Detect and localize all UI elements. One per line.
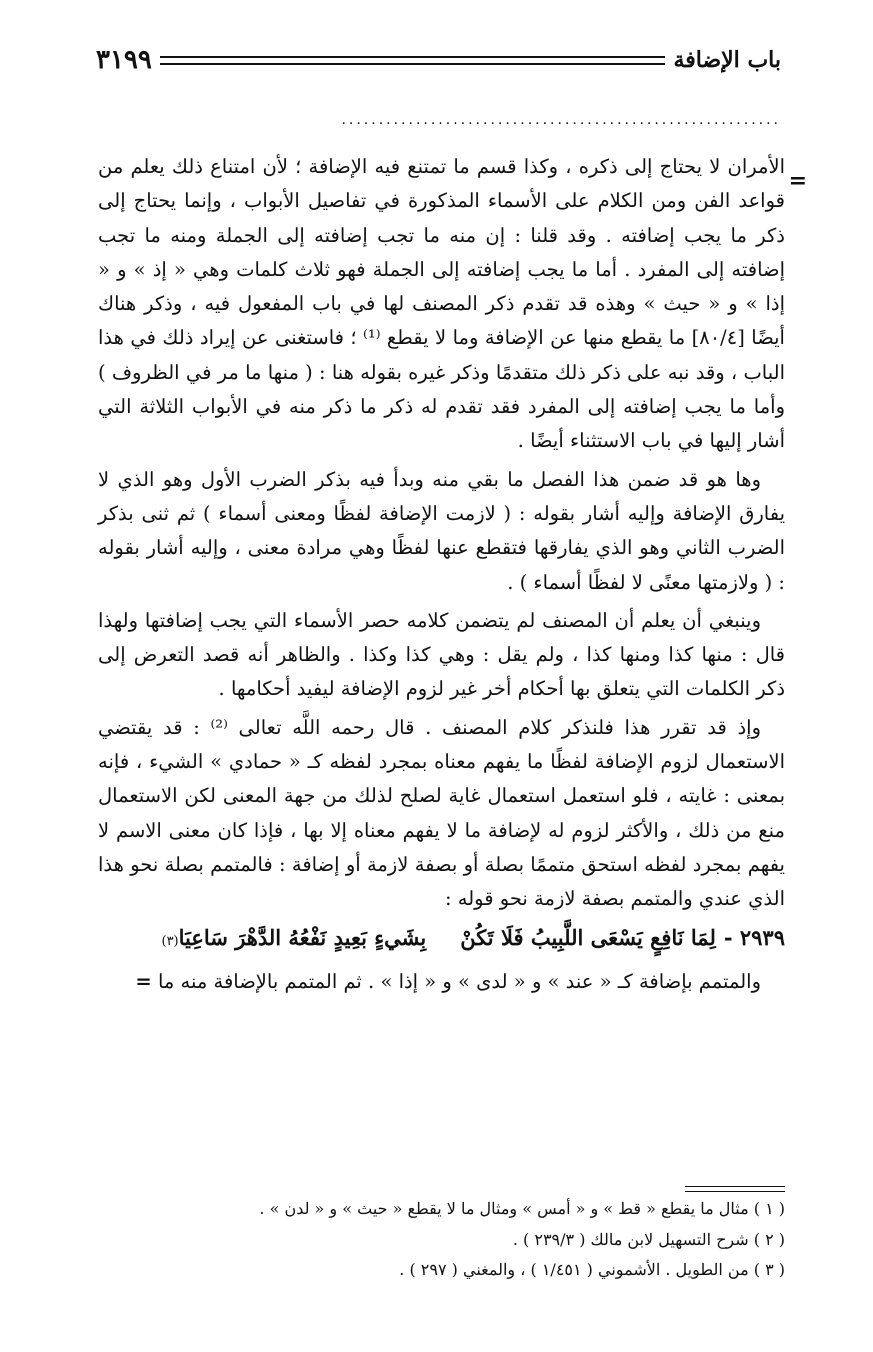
paragraph-2: وها هو قد ضمن هذا الفصل ما بقي منه وبدأ فيه بذكر الضرب الأول وهو الذي لا يفارق الإضافة وإليه أشار بقوله : ( لازمت الإضافة لفظًا ومعنى أسماء ) ثم ثنى بذكر الضرب الثاني وهو الذي يفارقها فتقطع عنها لفظًا وهي مرادة معنى ، وإليه أشار بقوله : ( ولازمتها معنًى لا لفظًا أسماء ) . <box>98 467 785 594</box>
closing-mark: = <box>135 969 152 993</box>
footnote-rule <box>685 1186 785 1187</box>
verse-number: ٢٩٣٩ - <box>723 924 785 950</box>
page-number: ٣١٩٩ <box>96 45 152 75</box>
verse-line <box>98 921 785 959</box>
chapter-title: باب الإضافة <box>673 47 781 73</box>
verse-footnote-ref: (٣) <box>161 933 179 949</box>
header-rule <box>160 56 666 65</box>
main-text <box>98 150 807 1003</box>
verse-hemistich-1: لِمَا نَافِعٍ يَسْعَى اللَّبِيبُ فَلَا تَكُنْ <box>460 924 716 950</box>
footnote-rule-2 <box>685 1191 785 1192</box>
footnotes <box>240 1194 785 1286</box>
closing-text: والمتمم بإضافة كـ « عند » و « لدى » و « إذا » . ثم المتمم بالإضافة منه ما <box>157 969 761 993</box>
paragraph-1: الأمران لا يحتاج إلى ذكره ، وكذا قسم ما تمتنع فيه الإضافة ؛ لأن امتناع ذلك يعلم من قواعد الفن ومن الكلام على الأسماء المذكورة في تفاصيل الأبواب ، وإنما يحتاج إلى ذكر ما يجب إضافته . وقد قلنا : إن منه ما تجب إضافته إلى الجملة ومنه ما تجب إضافته إلى المفرد . أما ما يجب إضافته إلى الجملة فهو ثلاث كلمات وهي « إذ » و « إذا » و « حيث » وهذه قد تقدم ذكر المصنف لها في باب المفعول فيه ، وذكر هناك أيضًا [٨٠/٤] ما يقطع منها عن الإضافة وما لا يقطع ⁽¹⁾ ؛ فاستغنى عن إيراد ذلك في هذا الباب ، وقد نبه على ذكر ذلك متقدمًا وذكر غيره بقوله هنا : ( منها ما مر في الظروف ) وأما ما يجب إضافته إلى المفرد فقد تقدم له ذكر ما ذكر منه في الأبواب الثلاثة التي أشار إليها في باب الاستثناء أيضًا . <box>98 155 785 453</box>
verse-hemistich-2: بِشَيءٍ بَعِيدٍ نَفْعُهُ الدَّهْرَ سَاعِيَا <box>178 924 427 950</box>
paragraph-4: وإذ قد تقرر هذا فلنذكر كلام المصنف . قال رحمه اللَّه تعالى ⁽²⁾ : قد يقتضي الاستعمال لزوم الإضافة لفظًا ما يفهم معناه بمجرد لفظه كـ « حمادي » الشيء ، فإنه بمعنى : غايته ، فلو استعمل استعمال غاية لصلح لذلك من جهة المعنى لكن الاستعمال منع من ذلك ، والأكثر لزوم له لإضافة ما لا يفهم معناه إلا بها ، فإذا كان معنى الاسم لا يفهم بمجرد لفظه استحق متممًا بصلة أو بصفة لازمة أو إضافة : فالمتمم بصلة نحو هذا الذي عندي والمتمم بصفة لازمة نحو قوله : <box>98 715 785 911</box>
footnote-2: ( ٢ ) شرح التسهيل لابن مالك ( ٢٣٩/٣ ) . <box>512 1229 785 1249</box>
closing-line <box>98 965 785 999</box>
footnote-1: ( ١ ) مثال ما يقطع « قط » و « أمس » ومثال ما لا يقطع « حيث » و « لدن » . <box>259 1199 785 1218</box>
continuation-mark: = <box>788 168 807 194</box>
footnote-3: ( ٣ ) من الطويل . الأشموني ( ١/٤٥١ ) ، والمغني ( ٢٩٧ ) . <box>399 1260 785 1279</box>
separator-dots: ........................................................... <box>341 112 781 126</box>
paragraph-3: وينبغي أن يعلم أن المصنف لم يتضمن كلامه حصر الأسماء التي يجب إضافتها ولهذا قال : منها كذا ومنها كذا ، ولم يقل : وهي كذا وكذا . والظاهر أنه قصد التعرض إلى ذكر الكلمات التي يتعلق بها أحكام أخر غير لزوم الإضافة ليفيد أحكامها . <box>98 608 785 701</box>
page-header <box>96 40 781 80</box>
